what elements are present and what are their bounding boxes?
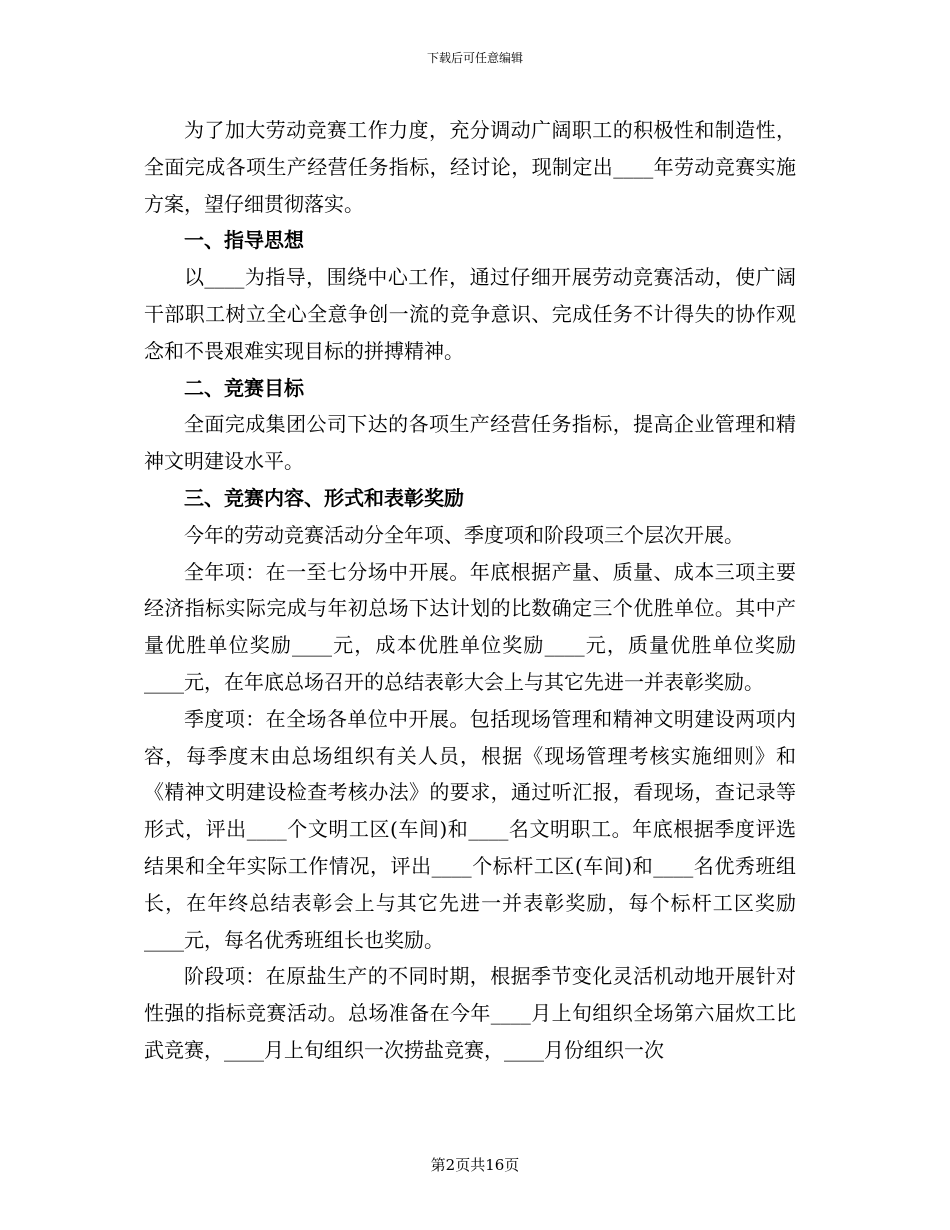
guiding-ideology-paragraph: 以____为指导，围绕中心工作，通过仔细开展劳动竞赛活动，使广阔干部职工树立全心全意争创一流的竞争意识、完成任务不计得失的协作观念和不畏艰难实现目标的拼搏精神。 xyxy=(144,265,796,363)
section-heading-competition-goal: 二、竞赛目标 xyxy=(184,375,304,400)
annual-item-paragraph: 全年项：在一至七分场中开展。年底根据产量、质量、成本三项主要经济指标实际完成与年初总场下达计划的比数确定三个优胜单位。其中产量优胜单位奖励____元，成本优胜单位奖励____元，质量优胜单位奖励____元，在年底总场召开的总结表彰大会上与其它先进一并表彰奖励。 xyxy=(144,559,796,694)
intro-paragraph: 为了加大劳动竞赛工作力度，充分调动广阔职工的积极性和制造性，全面完成各项生产经营任务指标，经讨论，现制定出____年劳动竞赛实施方案，望仔细贯彻落实。 xyxy=(144,118,796,216)
section-heading-competition-content: 三、竞赛内容、形式和表彰奖励 xyxy=(184,485,464,510)
page-footer: 第2页共16页 xyxy=(430,1156,520,1174)
quarterly-item-paragraph: 季度项：在全场各单位中开展。包括现场管理和精神文明建设两项内容，每季度末由总场组织有关人员，根据《现场管理考核实施细则》和《精神文明建设检查考核办法》的要求，通过听汇报，看现场，查记录等形式，评出____个文明工区(车间)和____名文明职工。年底根据季度评选结果和全年实际工作情况，评出____个标杆工区(车间)和____名优秀班组长，在年终总结表彰会上与其它先进一并表彰奖励，每个标杆工区奖励____元，每名优秀班组长也奖励。 xyxy=(144,706,796,952)
document-body xyxy=(144,112,796,1069)
stage-item-paragraph: 阶段项：在原盐生产的不同时期，根据季节变化灵活机动地开展针对性强的指标竞赛活动。总场准备在今年____月上旬组织全场第六届炊工比武竞赛，____月上旬组织一次捞盐竞赛，____月份组织一次 xyxy=(144,964,796,1062)
competition-goal-paragraph: 全面完成集团公司下达的各项生产经营任务指标，提高企业管理和精神文明建设水平。 xyxy=(144,412,796,474)
content-overview-paragraph: 今年的劳动竞赛活动分全年项、季度项和阶段项三个层次开展。 xyxy=(184,522,744,547)
page-header: 下载后可任意编辑 xyxy=(426,51,523,65)
section-heading-guiding-ideology: 一、指导思想 xyxy=(184,228,304,253)
